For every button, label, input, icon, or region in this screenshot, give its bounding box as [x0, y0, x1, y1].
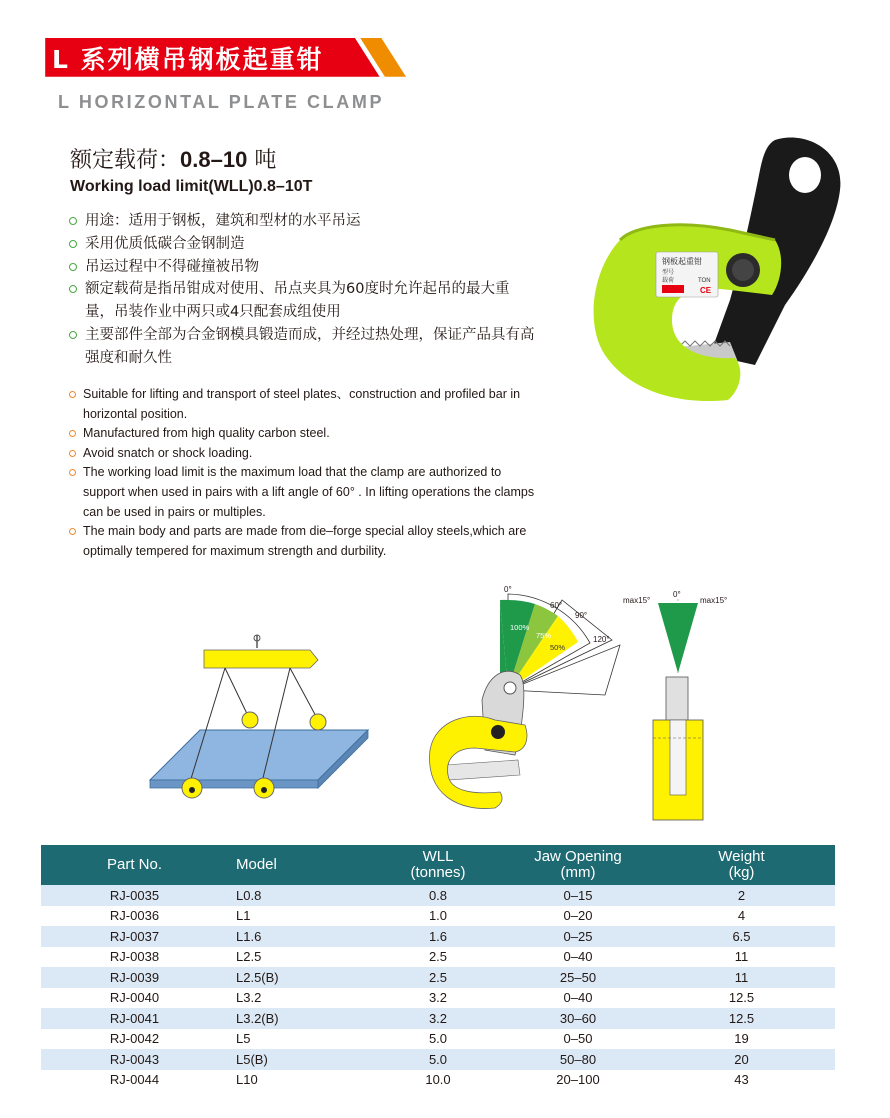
tilt-label-right: max15° [700, 596, 728, 605]
cell-model: L2.5 [228, 947, 368, 968]
list-item: Suitable for lifting and transport of steel plates、construction and profiled bar in horizontal position. [68, 385, 538, 424]
tilt-diagram [620, 585, 760, 825]
cell-wll: 0.8 [368, 885, 508, 906]
lifting-diagram [140, 630, 380, 815]
cell-jaw: 0–15 [508, 885, 648, 906]
cell-jaw: 0–20 [508, 906, 648, 927]
table-row [41, 1008, 835, 1029]
cell-part-no: RJ-0036 [41, 906, 228, 927]
cell-model: L3.2 [228, 988, 368, 1009]
list-item: Avoid snatch or shock loading. [68, 444, 538, 464]
cell-model: L1.6 [228, 926, 368, 947]
col-model: Model [228, 845, 368, 885]
plate-ce-mark: CE [700, 286, 712, 295]
feature-list-en [68, 385, 538, 561]
table-row [41, 1070, 835, 1091]
list-item: 额定载荷是指吊钳成对使用、吊点夹具为60度时允许起吊的最大重量，吊装作业中两只或4只配套成组使用 [68, 278, 538, 324]
cell-wll: 10.0 [368, 1070, 508, 1091]
feature-list-cn [68, 210, 538, 370]
load-limit-cn [70, 143, 276, 174]
load-range: 0.8–10 [180, 147, 248, 172]
table-row [41, 1029, 835, 1050]
col-part-no: Part No. [41, 845, 228, 885]
cell-jaw: 0–40 [508, 947, 648, 968]
cell-jaw: 20–100 [508, 1070, 648, 1091]
cell-wll: 1.0 [368, 906, 508, 927]
cell-jaw: 0–40 [508, 988, 648, 1009]
col-jaw-opening: Jaw Opening (mm) [508, 845, 648, 885]
tilt-label-left: max15° [623, 596, 651, 605]
cell-part-no: RJ-0044 [41, 1070, 228, 1091]
cell-wll: 3.2 [368, 988, 508, 1009]
cell-model: L5(B) [228, 1049, 368, 1070]
list-item: The main body and parts are made from die–forge special alloy steels,which are optimally tempered for maximum strength and durbility. [68, 522, 538, 561]
cell-part-no: RJ-0043 [41, 1049, 228, 1070]
cell-part-no: RJ-0041 [41, 1008, 228, 1029]
angle-label-120: 120° [593, 635, 610, 644]
cell-weight: 4 [648, 906, 835, 927]
cell-jaw: 25–50 [508, 967, 648, 988]
cell-wll: 2.5 [368, 947, 508, 968]
cell-weight: 6.5 [648, 926, 835, 947]
cell-weight: 2 [648, 885, 835, 906]
plate-model-label: 型号 [662, 269, 675, 276]
cell-jaw: 50–80 [508, 1049, 648, 1070]
table-row [41, 967, 835, 988]
load-label-cn: 额定载荷： [70, 148, 181, 173]
cell-model: L1 [228, 906, 368, 927]
cell-weight: 12.5 [648, 988, 835, 1009]
table-row [41, 885, 835, 906]
list-item: 采用优质低碳合金钢制造 [68, 233, 538, 256]
cell-weight: 12.5 [648, 1008, 835, 1029]
table-row [41, 947, 835, 968]
cell-model: L5 [228, 1029, 368, 1050]
angle-label-0: 0° [504, 585, 512, 594]
page-title: L 系列横吊钢板起重钳 [52, 45, 324, 74]
tilt-label-center: 0° [673, 590, 681, 599]
percent-label-75: 75% [536, 631, 552, 640]
spec-table [41, 845, 835, 1090]
cell-wll: 5.0 [368, 1049, 508, 1070]
load-limit-en: Working load limit(WLL)0.8–10T [70, 178, 313, 195]
load-unit: 吨 [254, 148, 277, 173]
cell-model: L10 [228, 1070, 368, 1091]
cell-model: L3.2(B) [228, 1008, 368, 1029]
cell-wll: 3.2 [368, 1008, 508, 1029]
cell-part-no: RJ-0040 [41, 988, 228, 1009]
page-subtitle: L HORIZONTAL PLATE CLAMP [58, 92, 385, 112]
angle-diagram [400, 580, 640, 810]
plate-load-label: 载荷 [662, 277, 675, 284]
angle-label-60: 60° [550, 601, 563, 610]
list-item: 主要部件全部为合金钢模具锻造而成，并经过热处理，保证产品具有高强度和耐久性 [68, 324, 538, 370]
plate-unit: TON [698, 278, 711, 284]
list-item: 用途：适用于钢板，建筑和型材的水平吊运 [68, 210, 538, 233]
angle-label-90: 90° [575, 611, 588, 620]
cell-jaw: 0–25 [508, 926, 648, 947]
plate-name: 钢板起重钳 [662, 257, 702, 266]
table-row [41, 1049, 835, 1070]
col-wll: WLL (tonnes) [368, 845, 508, 885]
list-item: 吊运过程中不得碰撞被吊物 [68, 256, 538, 279]
cell-weight: 20 [648, 1049, 835, 1070]
product-image [560, 130, 850, 430]
list-item: Manufactured from high quality carbon steel. [68, 424, 538, 444]
table-row [41, 926, 835, 947]
cell-part-no: RJ-0039 [41, 967, 228, 988]
list-item: The working load limit is the maximum load that the clamp are authorized to support when used in pairs with a lift angle of 60° . In lifting operations the clamps can be used in pairs or multiples. [68, 463, 538, 522]
cell-jaw: 30–60 [508, 1008, 648, 1029]
col-weight: Weight (kg) [648, 845, 835, 885]
cell-part-no: RJ-0035 [41, 885, 228, 906]
cell-jaw: 0–50 [508, 1029, 648, 1050]
cell-weight: 43 [648, 1070, 835, 1091]
cell-wll: 2.5 [368, 967, 508, 988]
table-row [41, 988, 835, 1009]
table-header-row [41, 845, 835, 885]
percent-label-100: 100% [510, 623, 530, 632]
percent-label-50: 50% [550, 643, 566, 652]
table-row [41, 906, 835, 927]
cell-wll: 5.0 [368, 1029, 508, 1050]
cell-weight: 19 [648, 1029, 835, 1050]
cell-weight: 11 [648, 967, 835, 988]
cell-model: L0.8 [228, 885, 368, 906]
cell-part-no: RJ-0042 [41, 1029, 228, 1050]
cell-weight: 11 [648, 947, 835, 968]
cell-part-no: RJ-0037 [41, 926, 228, 947]
cell-wll: 1.6 [368, 926, 508, 947]
cell-model: L2.5(B) [228, 967, 368, 988]
cell-part-no: RJ-0038 [41, 947, 228, 968]
